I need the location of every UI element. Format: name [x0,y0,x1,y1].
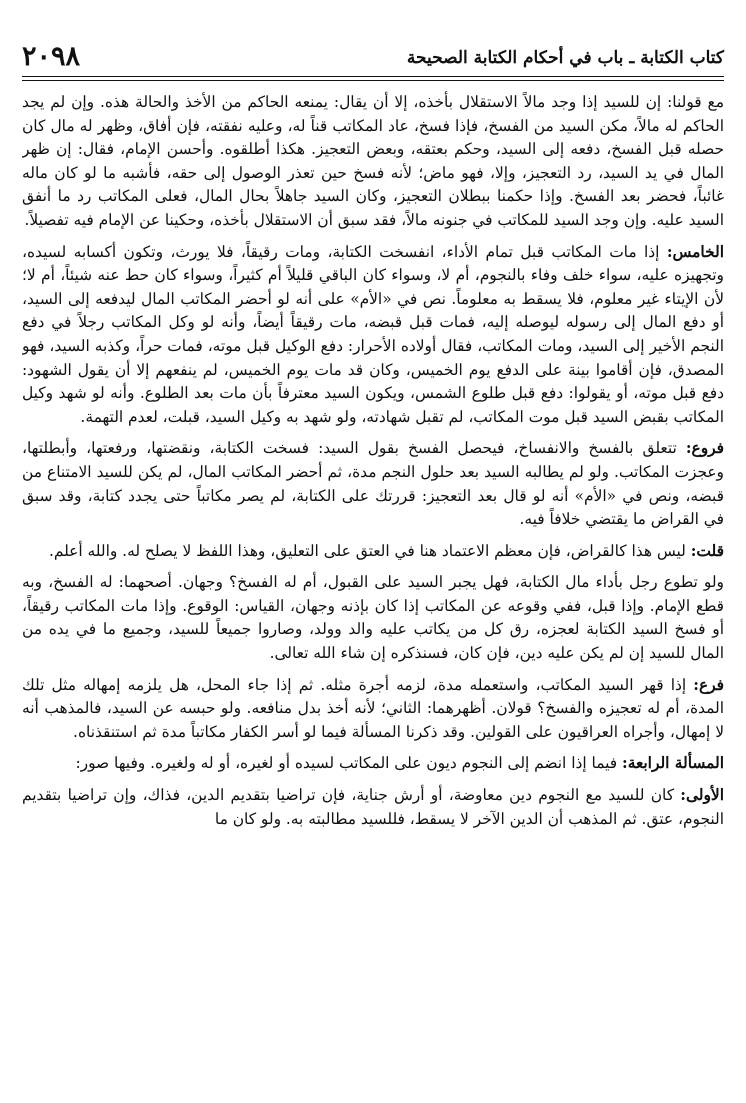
paragraph-text: ولو تطوع رجل بأداء مال الكتابة، فهل يجبر السيد على القبول، أم له الفسخ؟ وجهان. أصحهما: له الفسخ، وبه قطع الإمام. وإذا قبل، ففي وقوعه عن المكاتب إذا كان بإذنه وجهان، القياس: الوقوع. وإذا مات المكاتب رقيقاً، أو فسخ السيد الكتابة لعجزه، رق كل من يكاتب عليه والد وولد، وصاروا جميعاً للسيد، وجميع ما في يده من المال للسيد إن لم يكن عليه دين، فإن كان، فسنذكره إن شاء الله تعالى. [22,573,724,663]
paragraph-heading: الأولى: [680,786,724,805]
paragraph-text: تتعلق بالفسخ والانفساخ، فيحصل الفسخ بقول السيد: فسخت الكتابة، ونقضتها، ورفعتها، وأبطلتها، وعجزت المكاتب. ولو لم يطالبه السيد بعد حلول النجم مدة، ثم أحضر المكاتب المال، لم يكن للسيد الامتناع من قبضه، ونص في «الأم» أنه لو قال بعد التعجيز: قررتك على الكتابة، لم يصر مكاتباً حتى يجدد كتابة، وقد سبق في القراض ما يقتضي خلافاً فيه. [22,439,724,529]
body-text [22,91,724,1099]
page-header [22,30,724,70]
paragraph-heading: الخامس: [666,242,724,261]
paragraph-heading: فروع: [685,439,724,458]
paragraph [22,437,724,531]
paragraph-heading: المسألة الرابعة: [622,754,724,773]
page-number: ٢٠٩٨ [22,41,81,72]
paragraph [22,784,724,831]
paragraph-text: مع قولنا: إن للسيد إذا وجد مالاً الاستقلال بأخذه، إلا أن يقال: يمنعه الحاكم من الأخذ والحالة هذه. وإن لم يجد الحاكم له مالاً، مكن السيد من الفسخ، فإذا فسخ، عاد المكاتب قناً له، وعليه نفقته، فإن أفاق، وظهر له مال كان حصله قبل الفسخ، دفعه إلى السيد، وحكم بعتقه، وبعض التعجيز. هكذا أطلقوه. وأحسن الإمام، فقال: إن ظهر المال في يد السيد، رد التعجيز، وإلا، فهو ماض؛ لأنه فسخ حين تعذر الوصول إلى حقه، فأشبه ما لو كان ماله غائباً، فحضر بعد الفسخ. وإذا حكمنا ببطلان التعجيز، وكان السيد جاهلاً بحال المال، فعلى المكاتب رد ما أنفق السيد عليه. وإن وجد السيد للمكاتب في جنونه مالاً، فقد سبق أن الاستقلال بأخذه، وحكينا عن الإمام فيه تفصيلاً. [22,93,724,229]
paragraph-text: كان للسيد مع النجوم دين معاوضة، أو أرش جناية، فإن تراضيا بتقديم الدين، فذاك، وإن تراضيا بتقديم النجوم، عتق. ثم المذهب أن الدين الآخر لا يسقط، فللسيد مطالبته به. ولو كان ما [22,786,724,828]
paragraph [22,571,724,665]
paragraph-heading: قلت: [690,541,724,560]
paragraph [22,674,724,745]
paragraph [22,241,724,430]
paragraph-text: فيما إذا انضم إلى النجوم ديون على المكاتب لسيده أو لغيره، أو له ولغيره. وفيها صور: [75,754,618,773]
paragraph-text: ليس هذا كالقراض، فإن معظم الاعتماد هنا في العتق على التعليق، وهذا اللفظ لا يصلح له. والله أعلم. [48,541,686,560]
running-title: كتاب الكتابة ـ باب في أحكام الكتابة الصحيحة [406,47,724,68]
paragraph [22,540,724,564]
header-rule-thin [22,80,724,81]
paragraph-heading: فرع: [693,675,724,694]
paragraph [22,752,724,776]
header-rule [22,76,724,77]
paragraph [22,91,724,233]
paragraph-text: إذا قهر السيد المكاتب، واستعمله مدة، لزمه أجرة مثله. ثم إذا جاء المحل، هل يلزمه إمهاله مثل تلك المدة، أم له تعجيزه والفسخ؟ قولان. أظهرهما: الثاني؛ لأنه أخذ بدل منافعه. ولو حبسه عن السيد، فالمذهب أنه لا إمهال، وأجراه العراقيون على القولين. وقد ذكرنا المسألة فيما لو أسر الكفار مكاتباً مدة ثم استنقذناه. [22,675,724,741]
paragraph-text: إذا مات المكاتب قبل تمام الأداء، انفسخت الكتابة، ومات رقيقاً، فلا يورث، وتكون أكسابه لسيده، وتجهيزه عليه، سواء خلف وفاء بالنجوم، أم لا، وسواء كان الباقي قليلاً أم كثيراً، وسواء كان حط عنه شيئاً، أم لا؛ لأن الإيتاء غير معلوم، فلا يسقط به معلوماً. نص في «الأم» على أنه لو أحضر المكاتب المال ليدفعه إلى السيد، أو دفع المال إلى رسوله ليوصله إليه، فمات قبل قبضه، مات رقيقاً أيضاً، وأنه لو وكل المكاتب رجلاً في دفع النجم الأخير إلى السيد، ومات المكاتب، فقال أولاده الأحرار: دفع الوكيل قبل موته، فمات حراً، وكذبه السيد، فهو المصدق، فإن أقاموا بينة على الدفع يوم الخميس، وكان قد مات يوم الخميس، لم ينفعهم إلا أن يقول الشهود: دفع قبل موته، أو يقولوا: دفع قبل طلوع الشمس، ويكون السيد معترفاً بأن مات بعد الطلوع. وأنه لو شهد وكيل المكاتب بقبض السيد قبل موت المكاتب، لم تقبل شهادته، ولو شهد به وكيل السيد، قبلت، لعدم التهمة. [22,242,724,426]
